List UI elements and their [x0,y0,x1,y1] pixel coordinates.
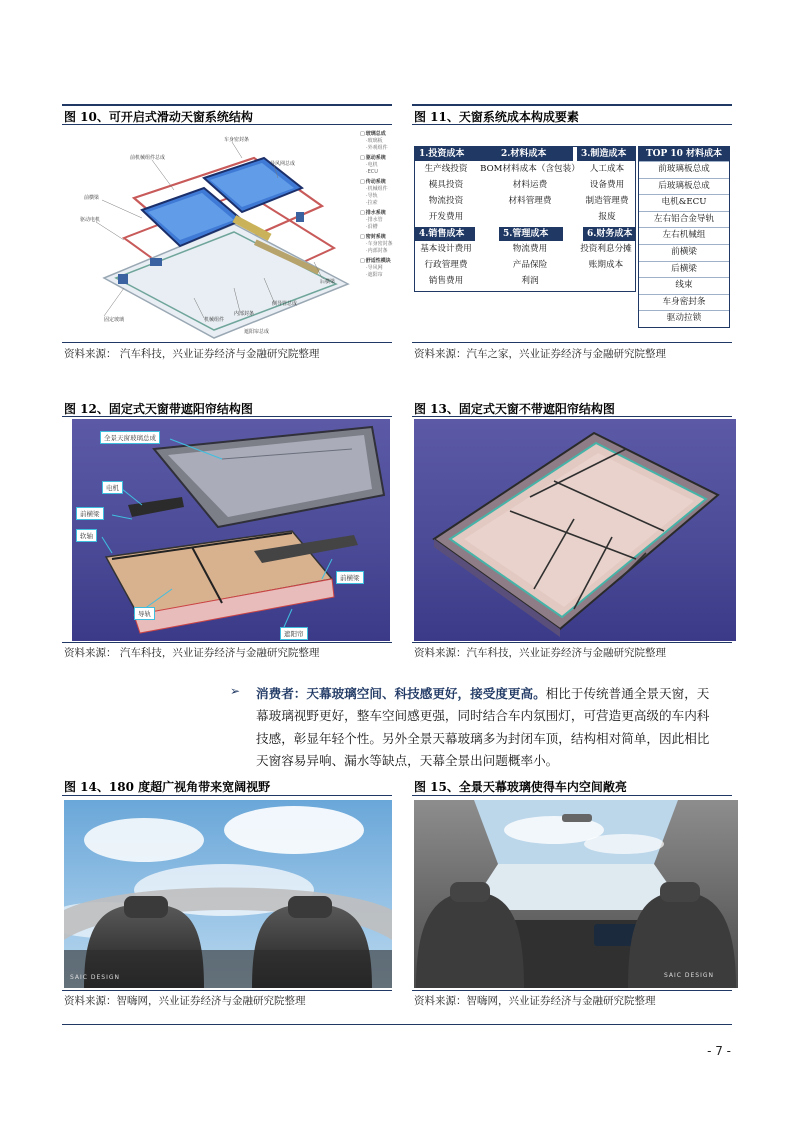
legend-glass: □ 玻璃总成 [360,131,400,138]
legend-item: ·导轨 [366,193,378,199]
fig13-title-rule [412,416,732,417]
legend-comfort: □ 舒适性模块 [360,258,400,265]
top10-item: 后横梁 [639,261,729,278]
fig10-top-rule [62,104,392,106]
callout-front-beam: 前横梁 [84,195,100,201]
top10-item: 前玻璃板总成 [639,161,729,178]
cost-item: 销售费用 [428,276,464,286]
legend-item: ·电机 [366,162,378,168]
fig14-watermark: SAIC DESIGN [70,974,121,981]
callout-inner-seal: 内部封条 [234,311,255,317]
callout-mech: 机械组件 [204,317,225,323]
consumer-paragraph [256,683,720,772]
cost-item: 制造管理费 [585,196,629,206]
fig12-title-rule [62,416,392,417]
fig13-source-rule [412,642,732,643]
cost-item: 物流费用 [512,244,548,254]
legend-item: ·沿槽 [366,224,378,230]
top10-item: 线束 [639,277,729,294]
fig11-source-rule [412,342,732,343]
cost-item: 模具投资 [428,180,464,190]
legend-item: ·机械组件 [366,186,388,192]
fig15-title: 图 15、全景天幕玻璃使得车内空间敞亮 [414,780,627,794]
legend-transmission: □ 传动系统 [360,179,400,186]
legend-item: ·遮阳帘 [366,272,383,278]
fig11-title-rule [412,124,732,125]
cost-head-sales: 4.销售成本 [415,227,475,241]
legend-item: ·ECU [366,169,378,175]
bullet-arrow: ➢ [230,684,241,698]
fig12-source-rule [62,642,392,643]
cost-head-finance: 6.财务成本 [583,227,635,241]
legend-drive: □ 驱动系统 [360,155,400,162]
legend-item: ·内部封条 [366,248,388,254]
paragraph-body: 相比于传统普通全景天窗，天幕玻璃视野更好，整车空间感更强，同时结合车内氛围灯，可营造更高级的车内科技感，彰显年轻个性。另外全景天幕玻璃多为封闭车顶，结构相对简单，因此相比天窗容易异响、漏水等缺点，天幕全景出问题概率小。 [256,686,710,768]
fig10-source: 资料来源： 汽车科技，兴业证券经济与金融研究院整理 [64,348,320,360]
fig15-title-rule [412,795,732,796]
top10-item: 驱动拉锁 [639,310,729,327]
label-shade: 遮阳帘 [280,627,308,640]
cost-item: 人工成本 [589,164,625,174]
fig12-source: 资料来源： 汽车科技，兴业证券经济与金融研究院整理 [64,647,320,659]
cost-item: 基本设计费用 [420,244,472,254]
fig13-source: 资料来源：汽车科技，兴业证券经济与金融研究院整理 [414,647,666,659]
fig14-source-rule [62,990,392,991]
top10-head: TOP 10 材料成本 [639,147,729,161]
fig10-legend [360,128,400,279]
top10-item: 左右铝合金导轨 [639,211,729,228]
legend-item: ·导风网 [366,265,383,271]
cost-item: 行政管理费 [424,260,468,270]
fig11-cost-table [414,146,730,326]
cost-item: 产品保险 [512,260,548,270]
cost-item: 开发费用 [428,212,464,222]
cost-elements-box [414,146,636,292]
fig15-image [414,800,738,988]
cost-item: BOM材料成本（含包装） [480,164,580,174]
cost-head-investment: 1.投资成本 [415,147,497,161]
legend-drain: □ 排水系统 [360,210,400,217]
callout-wind-deflector: 导风网总成 [270,161,296,167]
fig13-image [414,419,736,641]
legend-item: ·外观组件 [366,145,388,151]
fig14-image [64,800,392,988]
fig14-title: 图 14、180 度超广视角带来宽阔视野 [64,780,271,794]
legend-item: ·排水管 [366,217,383,223]
cost-item: 账期成本 [588,260,624,270]
legend-item: ·车身密封条 [366,241,393,247]
top10-item: 车身密封条 [639,294,729,311]
fig10-title-rule [62,124,392,125]
callout-fixed-glass: 固定玻璃 [104,317,125,323]
fig13-title: 图 13、固定式天窗不带遮阳帘结构图 [414,402,615,416]
fixed-sunroof-with-shade-illustration [72,419,390,641]
cost-item: 利润 [521,276,539,286]
cost-item: 生产线投资 [424,164,468,174]
fig11-top-rule [412,104,732,106]
interior-cabin-photo [414,800,738,988]
legend-item: ·玻璃板 [366,138,383,144]
footer-rule [62,1024,732,1025]
callout-motor: 驱动电机 [80,217,101,223]
page-number: - 7 - [707,1044,731,1058]
cost-head-material: 2.材料成本 [497,147,573,161]
top10-materials [638,146,730,328]
label-motor: 电机 [102,481,123,494]
fig15-watermark: SAIC DESIGN [664,972,715,979]
label-guide: 导轨 [134,607,155,620]
cost-item: 材料运费 [512,180,548,190]
fig12-image [72,419,390,641]
top10-item: 前横梁 [639,244,729,261]
label-front-beam-2: 前横梁 [336,571,364,584]
label-glass: 全景天窗玻璃总成 [100,431,160,444]
fig11-source: 资料来源：汽车之家，兴业证券经济与金融研究院整理 [414,348,666,360]
fig14-source: 资料来源：智嗨网，兴业证券经济与金融研究院整理 [64,995,306,1007]
legend-seal: □ 密封系统 [360,234,400,241]
cost-head-management: 5.管理成本 [499,227,563,241]
label-shaft: 软轴 [76,529,97,542]
fig15-source: 资料来源：智嗨网，兴业证券经济与金融研究院整理 [414,995,656,1007]
fig10-title: 图 10、可开启式滑动天窗系统结构 [64,110,253,124]
fig12-title: 图 12、固定式天窗带遮阳帘结构图 [64,402,253,416]
cost-item: 投资利息分摊 [580,244,632,254]
fig11-title: 图 11、天窗系统成本构成要素 [414,110,579,124]
fixed-sunroof-without-shade-illustration [414,419,736,641]
fig15-source-rule [412,990,732,991]
cost-head-manufacturing: 3.制造成本 [577,147,635,161]
panoramic-roof-photo [64,800,392,988]
sunroof-exploded-illustration [64,128,356,340]
top10-item: 左右机械组 [639,227,729,244]
top10-item: 后玻璃板总成 [639,178,729,195]
cost-item: 材料管理费 [508,196,552,206]
cost-item: 报废 [598,212,616,222]
cost-item: 设备费用 [589,180,625,190]
paragraph-lead: 消费者：天幕玻璃空间、科技感更好，接受度更高。 [256,686,546,701]
fig10-diagram [64,128,392,340]
top10-item: 电机&ECU [639,194,729,211]
callout-rear-beam: 后横梁 [320,279,336,285]
label-front-beam: 前横梁 [76,507,104,520]
callout-seal: 车身密封条 [224,137,250,143]
callout-front-mech: 前机械组件总成 [130,155,166,161]
callout-shade: 遮阳帘总成 [244,329,270,335]
legend-item: ·拉索 [366,200,378,206]
cost-item: 物流投资 [428,196,464,206]
fig10-source-rule [62,342,392,343]
callout-drain: 侧导管总成 [272,301,298,307]
fig14-title-rule [62,795,392,796]
